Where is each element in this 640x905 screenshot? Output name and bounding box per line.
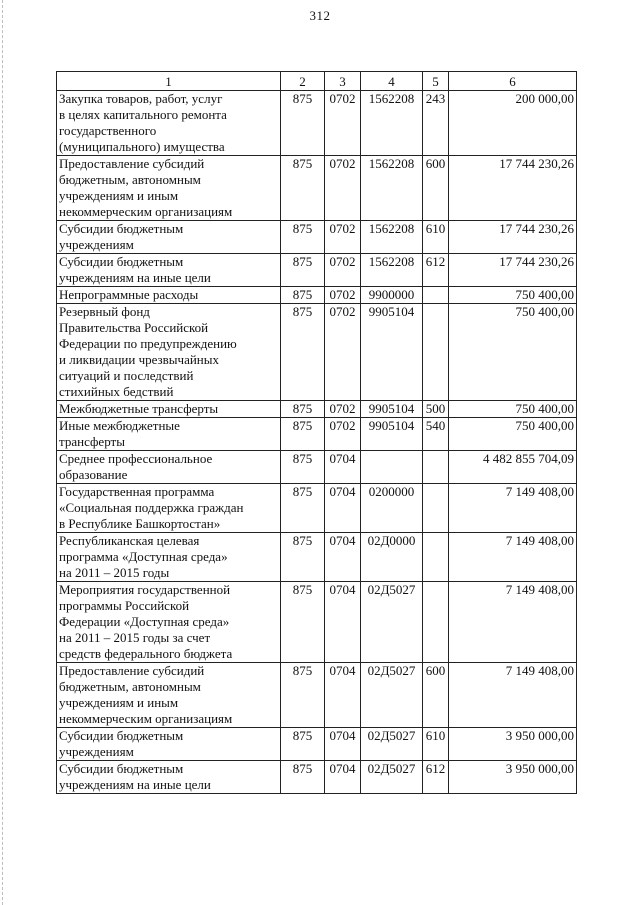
- row-code-3: 0702: [325, 418, 361, 451]
- table-row: [57, 254, 577, 287]
- row-code-3: 0702: [325, 221, 361, 254]
- column-header-2: 2: [281, 72, 325, 91]
- column-header-6: 6: [449, 72, 577, 91]
- row-name: Среднее профессиональное образование: [57, 451, 281, 484]
- row-code-2: 875: [281, 304, 325, 401]
- row-name: Предоставление субсидий бюджетным, автономным учреждениям и иным некоммерческим организациям: [57, 663, 281, 728]
- row-code-4: [361, 451, 423, 484]
- row-name: Предоставление субсидий бюджетным, автономным учреждениям и иным некоммерческим организациям: [57, 156, 281, 221]
- row-name: Иные межбюджетные трансферты: [57, 418, 281, 451]
- row-code-2: 875: [281, 91, 325, 156]
- row-code-4: 9905104: [361, 418, 423, 451]
- row-code-3: 0704: [325, 728, 361, 761]
- row-code-2: 875: [281, 582, 325, 663]
- row-code-3: 0702: [325, 156, 361, 221]
- row-code-5: [423, 533, 449, 582]
- row-code-5: [423, 484, 449, 533]
- row-amount: 7 149 408,00: [449, 533, 577, 582]
- row-code-3: 0704: [325, 451, 361, 484]
- row-name: Республиканская целевая программа «Доступная среда» на 2011 – 2015 годы: [57, 533, 281, 582]
- column-header-4: 4: [361, 72, 423, 91]
- row-code-5: 610: [423, 728, 449, 761]
- row-name: Субсидии бюджетным учреждениям на иные цели: [57, 254, 281, 287]
- row-code-2: 875: [281, 728, 325, 761]
- table-row: [57, 156, 577, 221]
- row-name: Резервный фонд Правительства Российской Федерации по предупреждению и ликвидации чрезвычайных ситуаций и последствий стихийных бедствий: [57, 304, 281, 401]
- row-code-4: 9900000: [361, 287, 423, 304]
- row-code-3: 0704: [325, 663, 361, 728]
- scan-edge: [2, 0, 4, 905]
- row-code-5: 540: [423, 418, 449, 451]
- row-code-2: 875: [281, 451, 325, 484]
- row-code-3: 0704: [325, 582, 361, 663]
- row-code-2: 875: [281, 221, 325, 254]
- row-code-2: 875: [281, 761, 325, 794]
- row-code-2: 875: [281, 156, 325, 221]
- row-name: Субсидии бюджетным учреждениям: [57, 221, 281, 254]
- row-name: Непрограммные расходы: [57, 287, 281, 304]
- row-code-4: 1562208: [361, 156, 423, 221]
- row-amount: 750 400,00: [449, 401, 577, 418]
- row-amount: 7 149 408,00: [449, 663, 577, 728]
- table-row: [57, 533, 577, 582]
- table-header-row: [57, 72, 577, 91]
- column-header-3: 3: [325, 72, 361, 91]
- table-row: [57, 401, 577, 418]
- row-name: Мероприятия государственной программы Российской Федерации «Доступная среда» на 2011 – 2015 годы за счет средств федерального бюджета: [57, 582, 281, 663]
- row-code-2: 875: [281, 663, 325, 728]
- budget-table-body: [57, 72, 577, 794]
- row-amount: 3 950 000,00: [449, 761, 577, 794]
- page-number: 312: [309, 8, 331, 23]
- row-code-4: 9905104: [361, 401, 423, 418]
- table-row: [57, 91, 577, 156]
- row-amount: 17 744 230,26: [449, 254, 577, 287]
- row-code-5: [423, 287, 449, 304]
- table-row: [57, 221, 577, 254]
- row-code-4: 02Д0000: [361, 533, 423, 582]
- row-code-3: 0704: [325, 484, 361, 533]
- table-row: [57, 728, 577, 761]
- table-row: [57, 287, 577, 304]
- row-amount: 7 149 408,00: [449, 484, 577, 533]
- row-amount: 7 149 408,00: [449, 582, 577, 663]
- row-code-2: 875: [281, 254, 325, 287]
- table-row: [57, 418, 577, 451]
- row-code-3: 0702: [325, 304, 361, 401]
- table-row: [57, 761, 577, 794]
- table-row: [57, 663, 577, 728]
- table-row: [57, 451, 577, 484]
- row-code-5: 612: [423, 254, 449, 287]
- row-code-4: 02Д5027: [361, 728, 423, 761]
- row-name: Межбюджетные трансферты: [57, 401, 281, 418]
- row-code-2: 875: [281, 401, 325, 418]
- row-code-3: 0702: [325, 287, 361, 304]
- row-code-5: 500: [423, 401, 449, 418]
- row-name: Закупка товаров, работ, услуг в целях капитального ремонта государственного (муниципального) имущества: [57, 91, 281, 156]
- row-code-2: 875: [281, 287, 325, 304]
- row-code-3: 0704: [325, 761, 361, 794]
- row-amount: 750 400,00: [449, 418, 577, 451]
- table-row: [57, 582, 577, 663]
- row-amount: 200 000,00: [449, 91, 577, 156]
- row-name: Государственная программа «Социальная поддержка граждан в Республике Башкортостан»: [57, 484, 281, 533]
- row-amount: 750 400,00: [449, 304, 577, 401]
- table-row: [57, 484, 577, 533]
- budget-table: [56, 71, 577, 794]
- row-code-5: 612: [423, 761, 449, 794]
- row-code-5: 600: [423, 156, 449, 221]
- row-code-2: 875: [281, 484, 325, 533]
- row-code-5: 243: [423, 91, 449, 156]
- row-amount: 750 400,00: [449, 287, 577, 304]
- row-amount: 4 482 855 704,09: [449, 451, 577, 484]
- row-amount: 17 744 230,26: [449, 221, 577, 254]
- column-header-1: 1: [57, 72, 281, 91]
- row-code-4: 1562208: [361, 221, 423, 254]
- row-code-3: 0702: [325, 91, 361, 156]
- row-code-3: 0702: [325, 401, 361, 418]
- row-code-2: 875: [281, 533, 325, 582]
- row-code-3: 0702: [325, 254, 361, 287]
- row-amount: 3 950 000,00: [449, 728, 577, 761]
- row-amount: 17 744 230,26: [449, 156, 577, 221]
- row-name: Субсидии бюджетным учреждениям на иные цели: [57, 761, 281, 794]
- row-code-5: [423, 582, 449, 663]
- row-code-5: 600: [423, 663, 449, 728]
- row-name: Субсидии бюджетным учреждениям: [57, 728, 281, 761]
- row-code-4: 0200000: [361, 484, 423, 533]
- row-code-3: 0704: [325, 533, 361, 582]
- row-code-5: [423, 304, 449, 401]
- row-code-5: 610: [423, 221, 449, 254]
- row-code-4: 02Д5027: [361, 582, 423, 663]
- row-code-4: 02Д5027: [361, 761, 423, 794]
- row-code-4: 02Д5027: [361, 663, 423, 728]
- column-header-5: 5: [423, 72, 449, 91]
- row-code-4: 9905104: [361, 304, 423, 401]
- row-code-5: [423, 451, 449, 484]
- row-code-4: 1562208: [361, 91, 423, 156]
- table-row: [57, 304, 577, 401]
- row-code-4: 1562208: [361, 254, 423, 287]
- row-code-2: 875: [281, 418, 325, 451]
